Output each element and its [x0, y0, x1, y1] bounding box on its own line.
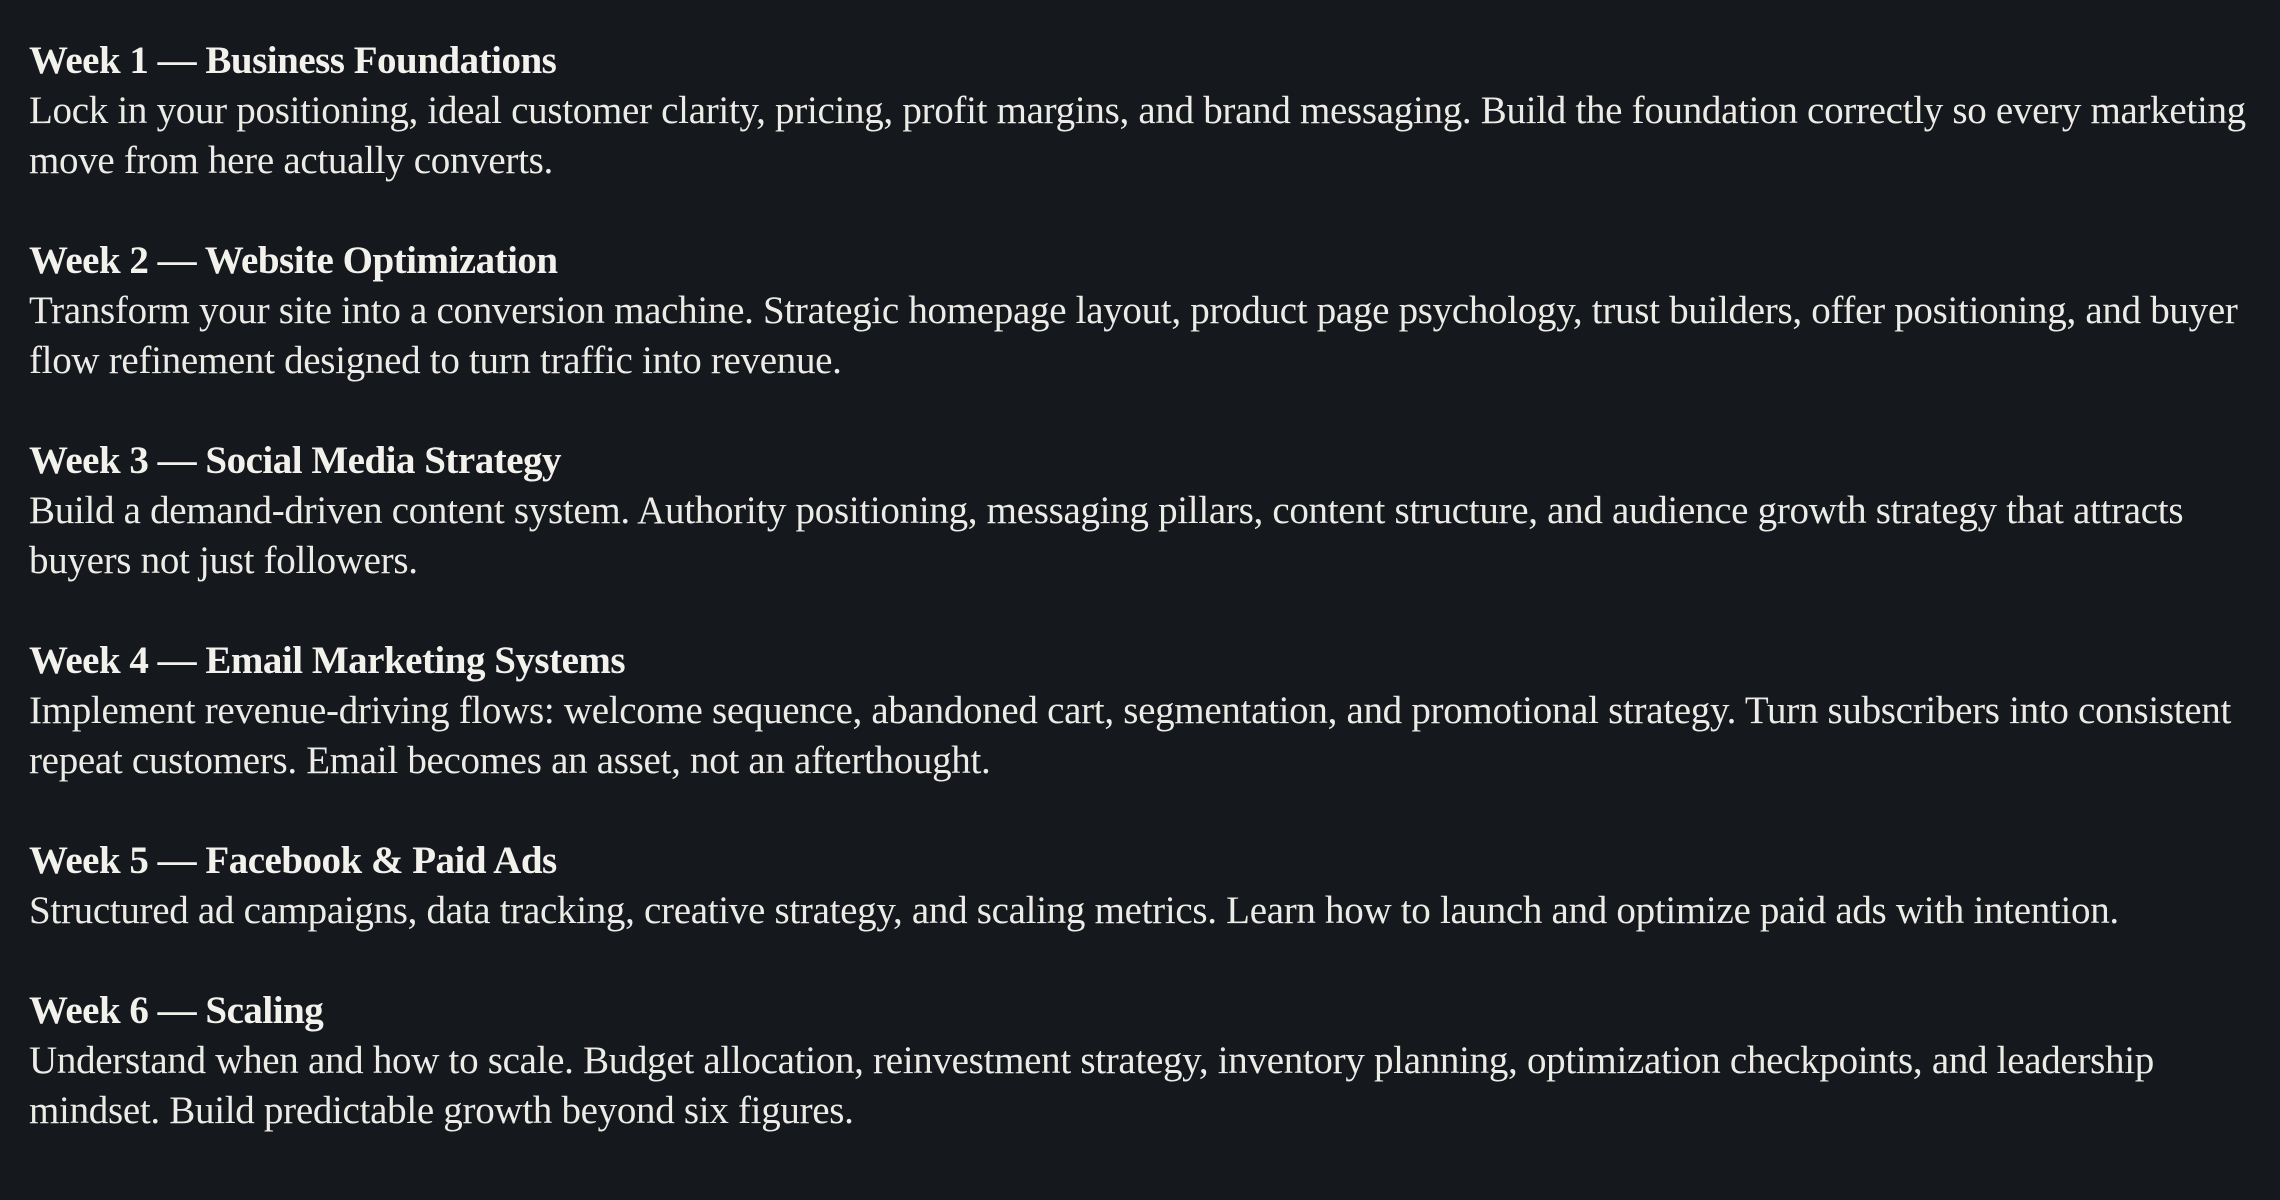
week-6-title: Week 6 — Scaling — [29, 989, 324, 1032]
week-1-title: Week 1 — Business Foundations — [29, 39, 557, 82]
week-5-section — [29, 836, 2249, 936]
week-5-description: Structured ad campaigns, data tracking, creative strategy, and scaling metrics. Learn how to launch and optimize paid ads with intention. — [29, 889, 2119, 932]
week-4-description: Implement revenue-driving flows: welcome sequence, abandoned cart, segmentation, and promotional strategy. Turn subscribers into consistent repeat customers. Email becomes an asset, not an afterthought. — [29, 689, 2232, 782]
program-outline — [29, 36, 2249, 1186]
week-6-description: Understand when and how to scale. Budget allocation, reinvestment strategy, inventory planning, optimization checkpoints, and leadership mindset. Build predictable growth beyond six figures. — [29, 1039, 2154, 1132]
week-3-title: Week 3 — Social Media Strategy — [29, 439, 562, 482]
week-3-description: Build a demand-driven content system. Authority positioning, messaging pillars, content structure, and audience growth strategy that attracts buyers not just followers. — [29, 489, 2184, 582]
week-4-section — [29, 636, 2249, 786]
week-2-description: Transform your site into a conversion machine. Strategic homepage layout, product page psychology, trust builders, offer positioning, and buyer flow refinement designed to turn traffic into revenue. — [29, 289, 2238, 382]
week-3-section — [29, 436, 2249, 586]
week-2-title: Week 2 — Website Optimization — [29, 239, 558, 282]
week-5-title: Week 5 — Facebook & Paid Ads — [29, 839, 557, 882]
week-4-title: Week 4 — Email Marketing Systems — [29, 639, 626, 682]
week-6-section — [29, 986, 2249, 1136]
week-2-section — [29, 236, 2249, 386]
week-1-description: Lock in your positioning, ideal customer clarity, pricing, profit margins, and brand messaging. Build the foundation correctly so every marketing move from here actually converts. — [29, 89, 2246, 182]
week-1-section — [29, 36, 2249, 186]
